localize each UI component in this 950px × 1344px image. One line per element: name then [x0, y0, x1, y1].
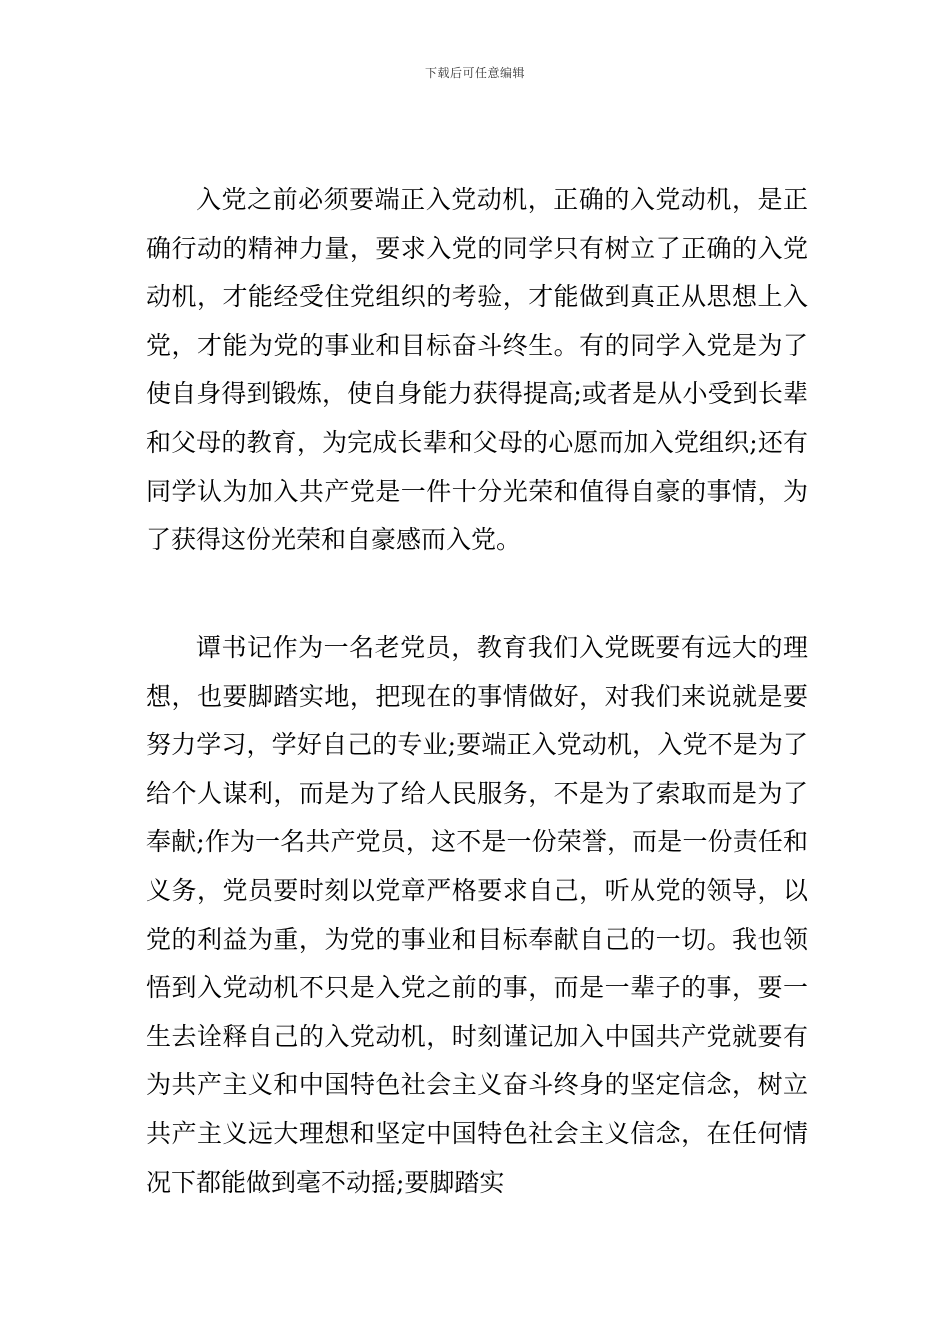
paragraph-2: 谭书记作为一名老党员，教育我们入党既要有远大的理想，也要脚踏实地，把现在的事情做好，对我们来说就是要努力学习，学好自己的专业;要端正入党动机，入党不是为了给个人谋利，而是为了给人民服务，不是为了索取而是为了奉献;作为一名共产党员，这不是一份荣誉，而是一份责任和义务，党员要时刻以党章严格要求自己，听从党的领导，以党的利益为重，为党的事业和目标奉献自己的一切。我也领悟到入党动机不只是入党之前的事，而是一辈子的事，要一生去诠释自己的入党动机，时刻谨记加入中国共产党就要有为共产主义和中国特色社会主义奋斗终身的坚定信念，树立共产主义远大理想和坚定中国特色社会主义信念，在任何情况下都能做到毫不动摇;要脚踏实 [146, 633, 808, 1197]
page-header: 下载后可任意编辑 [424, 66, 525, 80]
paragraph-1: 入党之前必须要端正入党动机，正确的入党动机，是正确行动的精神力量，要求入党的同学只有树立了正确的入党动机，才能经受住党组织的考验，才能做到真正从思想上入党，才能为党的事业和目标奋斗终生。有的同学入党是为了使自身得到锻炼，使自身能力获得提高;或者是从小受到长辈和父母的教育，为完成长辈和父母的心愿而加入党组织;还有同学认为加入共产党是一件十分光荣和值得自豪的事情，为了获得这份光荣和自豪感而入党。 [146, 185, 808, 555]
